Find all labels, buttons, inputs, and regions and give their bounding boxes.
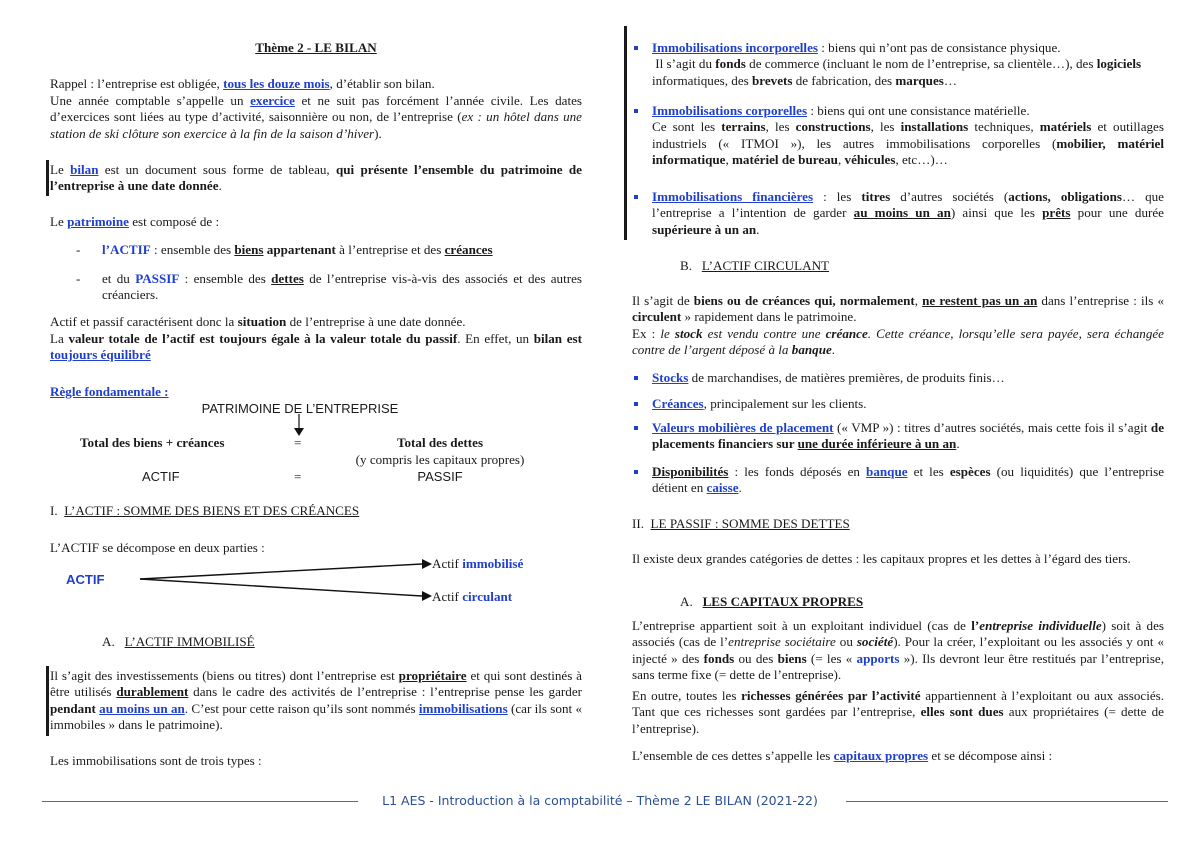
situation-paragraph: Actif et passif caractérisent donc la situation de l’entreprise à une date donnée. xyxy=(50,314,466,329)
actif-label: ACTIF xyxy=(142,469,180,484)
stocks-item: Stocks de marchandises, de matières premières, de produits finis… xyxy=(652,370,1005,385)
deux-categories-text: Il existe deux grandes catégories de dettes : les capitaux propres et les dettes à l’égard des tiers. xyxy=(632,551,1131,566)
bullet-icon xyxy=(634,470,638,474)
section-heading: I. L’ACTIF : SOMME DES BIENS ET DES CRÉANCES xyxy=(50,503,360,518)
vmp-item: Valeurs mobilières de placement (« VMP ») : titres d’autres sociétés, mais cette fois il s’agit de placements financiers sur une durée inférieure à un an. xyxy=(652,420,1165,452)
margin-bar xyxy=(46,666,49,736)
footer-rule xyxy=(42,801,358,802)
passif-label: PASSIF xyxy=(417,469,463,484)
diagram-immobilise: Actif immobilisé xyxy=(432,556,524,571)
patrimoine-paragraph: Le patrimoine est composé de : xyxy=(50,214,220,229)
trois-types-text: Les immobilisations sont de trois types : xyxy=(50,753,262,768)
diagram-circulant: Actif circulant xyxy=(432,589,513,604)
section-heading: A. LES CAPITAUX PROPRES xyxy=(680,594,864,609)
equilibre-paragraph: La valeur totale de l’actif est toujours égale à la valeur totale du passif. En effet, un bilan est toujours équilibré xyxy=(50,331,582,363)
section-heading: II. LE PASSIF : SOMME DES DETTES xyxy=(632,516,850,531)
list-dash: - xyxy=(76,242,81,257)
disponibilites-item: Disponibilités : les fonds déposés en banque et les espèces (ou liquidités) que l’entreprise détient en caisse. xyxy=(652,464,1165,496)
actif-list-item: l’ACTIF : ensemble des biens appartenant à l’entreprise et des créances xyxy=(102,242,493,257)
financieres-item: Immobilisations financières : les titres d’autres sociétés (actions, obligations… que l’entreprise a l’intention de garder au moins un an) ainsi que les prêts pour une durée supérieure à un an. xyxy=(652,189,1164,237)
bullet-icon xyxy=(634,402,638,406)
margin-bar xyxy=(46,160,49,196)
bullet-icon xyxy=(634,376,638,380)
footer-rule xyxy=(846,801,1168,802)
corporelles-item: Immobilisations corporelles : biens qui ont une consistance matérielle. Ce sont les terrains, les constructions, les installations techniques, matériels et outillages industriels (« ITMOI »), les autres immobilisations corporelles (mobilier, matériel informatique, matériel de bureau, véhicules, etc…)… xyxy=(652,103,1164,168)
rappel-paragraph: Rappel : l’entreprise est obligée, tous les douze mois, d’établir son bilan. xyxy=(50,76,435,91)
decompose-text: L’ACTIF se décompose en deux parties : xyxy=(50,540,265,555)
section-heading: A. L’ACTIF IMMOBILISÉ xyxy=(102,634,255,649)
equals-sign: = xyxy=(294,469,302,484)
list-dash: - xyxy=(76,271,81,286)
diagram-actif: ACTIF xyxy=(66,572,105,587)
regle-heading: Règle fondamentale : xyxy=(50,384,169,399)
split-arrows xyxy=(138,556,434,606)
incorporelles-item: Immobilisations incorporelles : biens qui n’ont pas de consistance physique. Il s’agit du fonds de commerce (incluant le nom de l’entreprise, sa clientèle…), des logiciels informatiques, des brevets de fabrication, des marques… xyxy=(652,40,1142,88)
bullet-icon xyxy=(634,426,638,430)
bullet-icon xyxy=(634,109,638,113)
richesses-paragraph: En outre, toutes les richesses générées par l’activité appartiennent à l’exploitant ou aux associés. Tant que ces richesses sont gardées par l’entreprise, elles sont dues aux propriétaires (= dette de l’entreprise). xyxy=(632,688,1165,736)
exercice-paragraph: Une année comptable s’appelle un exercice et ne suit pas forcément l’année civile. Les dates d’exercices sont liées au type d’activité, saisonnière ou non, de l’entreprise (ex : un hôtel dans une station de ski clôture son exercice à la fin de la saison d’hiver). xyxy=(50,93,582,141)
section-heading: B. L’ACTIF CIRCULANT xyxy=(680,258,830,273)
patrimoine-title: PATRIMOINE DE L’ENTREPRISE xyxy=(201,401,399,416)
creances-item: Créances, principalement sur les clients. xyxy=(652,396,867,411)
bullet-icon xyxy=(634,195,638,199)
ensemble-paragraph: L’ensemble de ces dettes s’appelle les capitaux propres et se décompose ainsi : xyxy=(632,748,1053,763)
equation-left: Total des biens + créances xyxy=(80,435,225,450)
page-title: Thème 2 - LE BILAN xyxy=(255,40,377,55)
footer-text: L1 AES - Introduction à la comptabilité – Thème 2 LE BILAN (2021-22) xyxy=(382,793,818,808)
circulant-paragraph: Il s’agit de biens ou de créances qui, normalement, ne restent pas un an dans l’entreprise : ils « circulent » rapidement dans le patrimoine. Ex : le stock est vendu contre une créance. Cette créance, lorsqu’elle sera payée, sera échangée contre de l’argent déposé à la banque. xyxy=(632,293,1165,358)
bilan-definition: Le bilan est un document sous forme de tableau, qui présente l’ensemble du patrimoine de l’entreprise à une date donnée. xyxy=(50,162,582,194)
bullet-icon xyxy=(634,46,638,50)
passif-list-item: et du PASSIF : ensemble des dettes de l’entreprise vis-à-vis des associés et des autres créanciers. xyxy=(102,271,582,303)
equation-note: (y compris les capitaux propres) xyxy=(355,452,525,467)
margin-bar xyxy=(624,26,627,240)
equation-right: Total des dettes xyxy=(396,435,484,450)
equals-sign: = xyxy=(294,435,302,450)
investissements-paragraph: Il s’agit des investissements (biens ou titres) dont l’entreprise est propriétaire et qui sont destinés à être utilisés durablement dans le cadre des activités de l’entreprise : l’entreprise pense les garder pendant au moins un an. C’est pour cette raison qu’ils sont nommés immobilisations (car ils sont « immobiles » dans le patrimoine). xyxy=(50,668,582,733)
capitaux-paragraph: L’entreprise appartient soit à un exploitant individuel (cas de l’entreprise individuelle) soit à des associés (cas de l’entreprise sociétaire ou société). Pour la créer, l’exploitant ou les associés y ont « injecté » des fonds ou des biens (= les « apports »). Ils devront leur être restitués par l’entreprise, sans terme fixe (= dette de l’entreprise). xyxy=(632,618,1165,683)
page-footer xyxy=(0,791,1200,811)
